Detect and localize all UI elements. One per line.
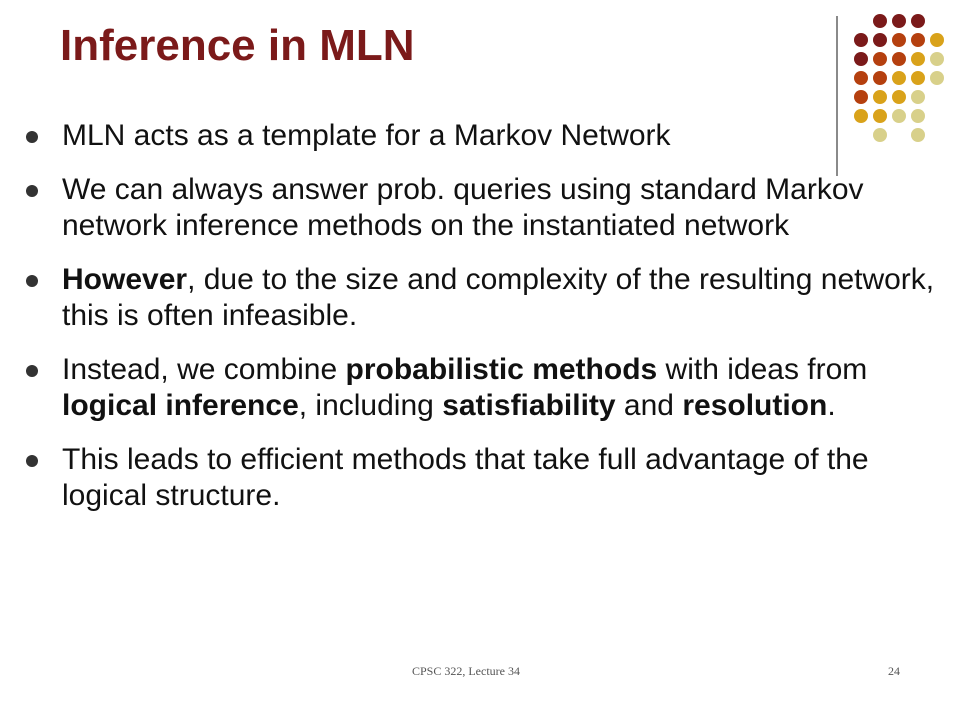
decorative-dot: [854, 52, 868, 66]
slide-title: Inference in MLN: [60, 21, 415, 70]
bullet-bold-text: resolution: [682, 389, 828, 422]
decorative-dot: [911, 14, 925, 28]
bullet-text: This leads to efficient methods that take full advantage of the logical structure.: [62, 443, 869, 512]
bullet-item: [24, 262, 944, 334]
bullet-item: [24, 442, 944, 514]
bullet-bold-text: probabilistic methods: [345, 353, 658, 386]
decorative-dot: [892, 52, 906, 66]
bullet-item: [24, 352, 944, 424]
decorative-dot: [854, 90, 868, 104]
bullet-item: [24, 172, 944, 244]
decorative-dot: [854, 71, 868, 85]
bullet-marker-icon: [26, 365, 38, 377]
decorative-dot: [854, 33, 868, 47]
bullet-text: , due to the size and complexity of the resulting network, this is often infeasible.: [62, 263, 935, 332]
decorative-dot: [892, 71, 906, 85]
decorative-dot: [911, 90, 925, 104]
bullet-list: [24, 118, 944, 532]
decorative-dot: [930, 33, 944, 47]
decorative-dot: [873, 52, 887, 66]
decorative-dot: [911, 52, 925, 66]
bullet-bold-text: satisfiability: [442, 389, 616, 422]
bullet-text: Instead, we combine: [62, 353, 346, 386]
decorative-dot: [873, 14, 887, 28]
bullet-marker-icon: [26, 131, 38, 143]
bullet-bold-text: However: [62, 263, 188, 296]
bullet-text: with ideas from: [657, 353, 868, 386]
decorative-dot: [930, 71, 944, 85]
decorative-dot: [911, 71, 925, 85]
bullet-marker-icon: [26, 275, 38, 287]
bullet-bold-text: logical inference: [62, 389, 299, 422]
decorative-dot: [873, 90, 887, 104]
decorative-dot: [911, 33, 925, 47]
decorative-dot: [930, 52, 944, 66]
decorative-dot: [892, 33, 906, 47]
decorative-dot: [873, 33, 887, 47]
decorative-dot: [873, 71, 887, 85]
bullet-text: We can always answer prob. queries using standard Markov network inference methods on the instantiated network: [62, 173, 864, 242]
bullet-marker-icon: [26, 185, 38, 197]
bullet-text: MLN acts as a template for a Markov Network: [62, 119, 671, 152]
footer-course-label: CPSC 322, Lecture 34: [412, 664, 520, 678]
bullet-text: .: [827, 389, 836, 422]
decorative-dot: [892, 14, 906, 28]
bullet-text: , including: [298, 389, 443, 422]
decorative-dot: [892, 90, 906, 104]
footer-page-number: 24: [888, 664, 900, 678]
bullet-item: [24, 118, 944, 154]
bullet-marker-icon: [26, 455, 38, 467]
bullet-text: and: [615, 389, 683, 422]
